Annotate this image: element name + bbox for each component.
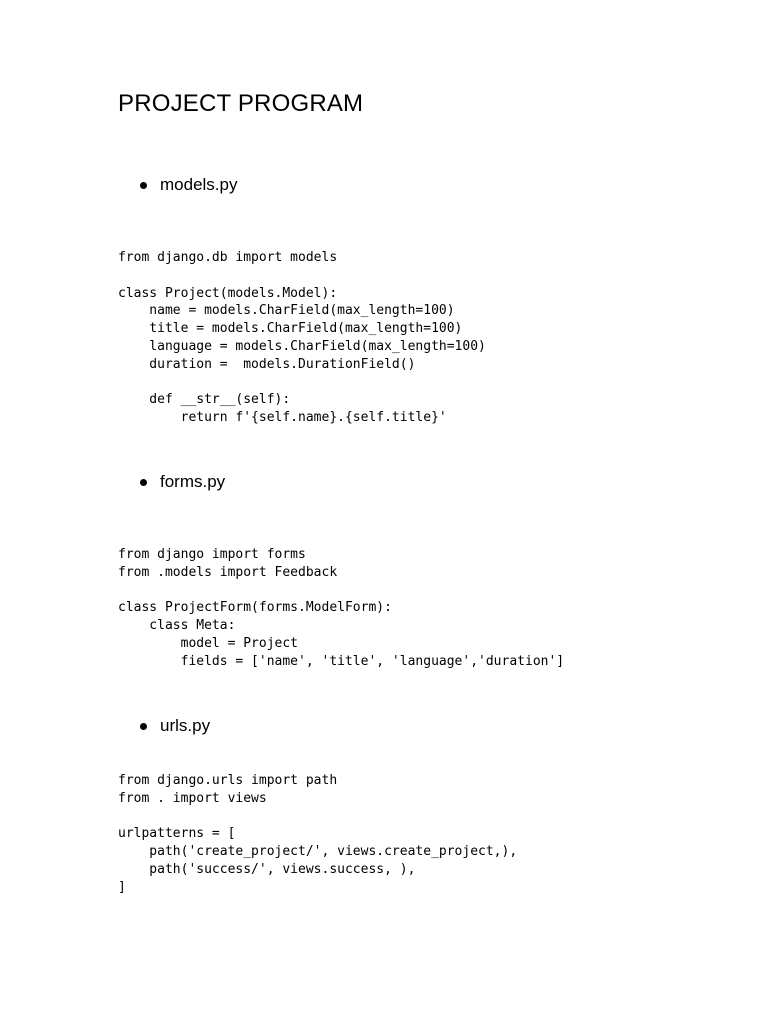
code-line: from . import views [118,790,267,806]
code-block-models [118,249,486,427]
code-line: class ProjectForm(forms.ModelForm): [118,600,392,616]
code-line: model = Project [118,635,299,651]
code-line: class Project(models.Model): [118,285,338,301]
section-heading-label: models.py [160,175,238,194]
code-line: name = models.CharField(max_length=100) [118,303,455,319]
code-line [118,374,486,392]
code-line: from django.db import models [118,250,338,265]
bullet-icon [140,182,147,189]
code-line: from .models import Feedback [118,564,338,580]
code-line [118,808,517,826]
bullet-icon [140,479,147,486]
section-heading-label: forms.py [160,472,226,491]
code-line: return f'{self.name}.{self.title}' [118,410,447,426]
code-line: class Meta: [118,618,236,634]
code-line [118,267,486,285]
code-block-urls [118,772,517,897]
code-line: path('create_project/', views.create_project,), [118,844,518,860]
code-line: from django.urls import path [118,773,338,788]
code-line: fields = ['name', 'title', 'language','duration'] [118,653,565,669]
code-line: title = models.CharField(max_length=100) [118,321,463,337]
code-line: duration = models.DurationField() [118,356,416,372]
code-line: language = models.CharField(max_length=100) [118,338,486,354]
code-line: path('success/', views.success, ), [118,861,416,877]
code-line [118,582,564,600]
code-line: ] [118,879,126,895]
code-line: def __str__(self): [118,392,291,408]
code-line: from django import forms [118,547,306,562]
document-title: PROJECT PROGRAM [118,90,364,117]
code-line: urlpatterns = [ [118,826,236,842]
bullet-icon [140,723,147,730]
section-heading-label: urls.py [160,716,211,735]
code-block-forms [118,546,564,671]
